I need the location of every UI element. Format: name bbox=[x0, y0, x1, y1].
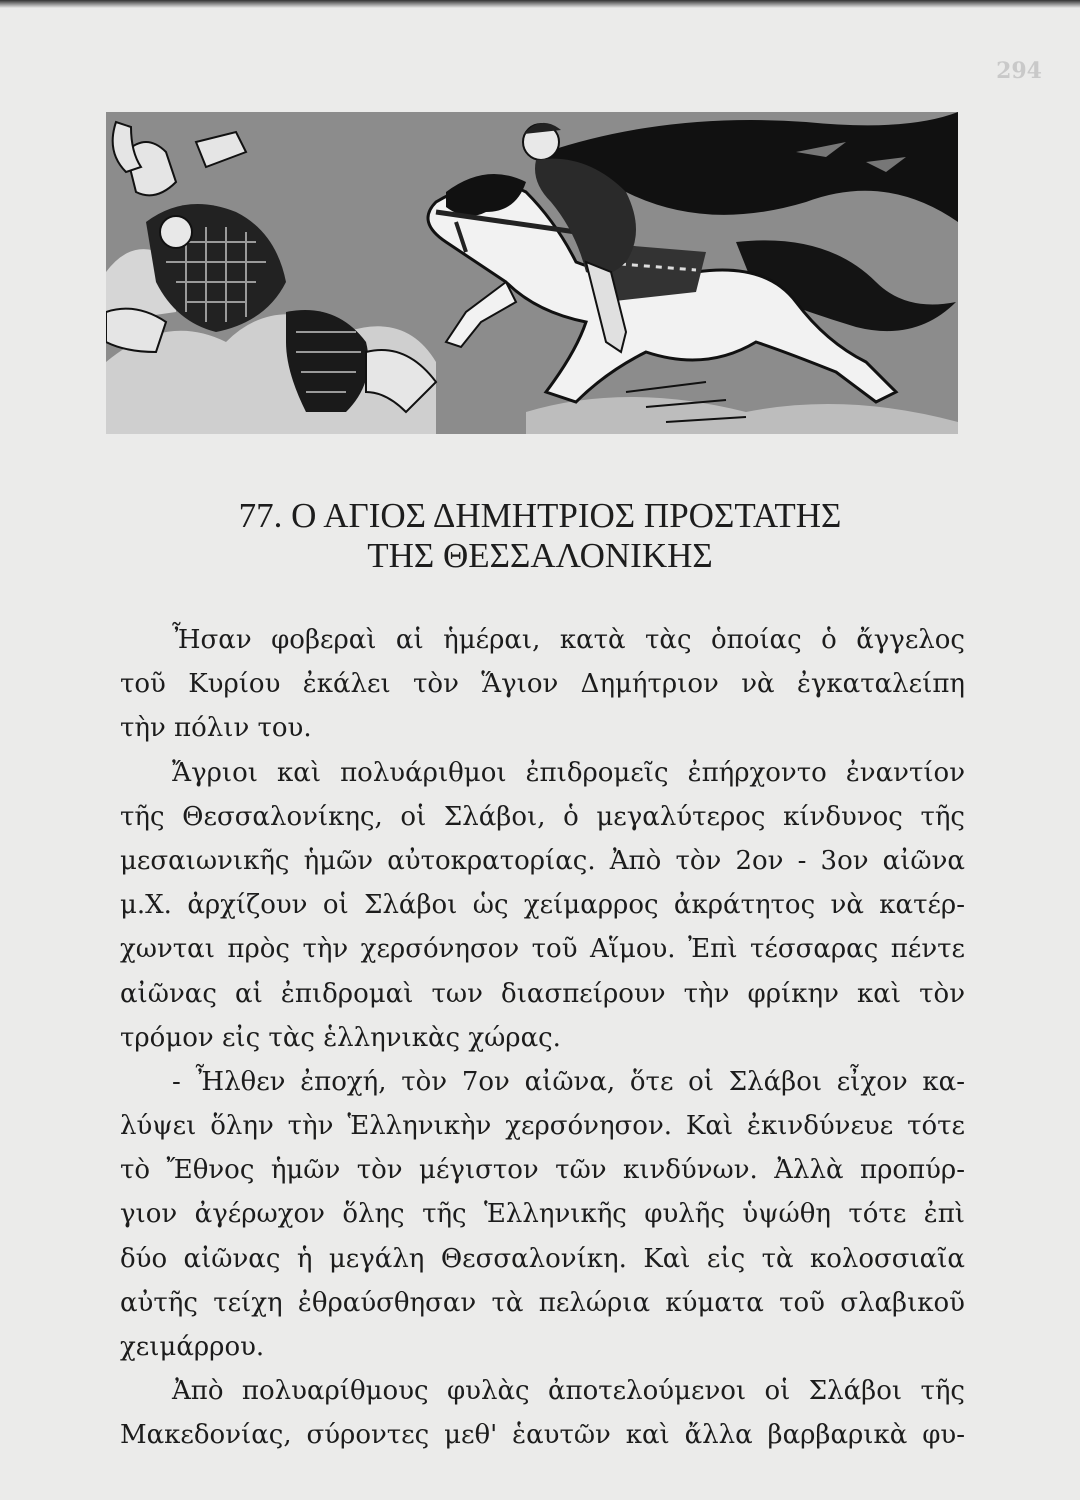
text-line: - Ἦλθεν ἐποχή, τὸν 7ον αἰῶνα, ὅτε οἱ Σλάβοι εἶχον κα- bbox=[172, 1066, 965, 1097]
horseman-icon bbox=[106, 112, 958, 434]
text-line: τὸ Ἔθνος ἡμῶν τὸν μέγιστον τῶν κινδύνων. Ἀλλὰ προπύρ- bbox=[120, 1155, 965, 1186]
text-line: μεσαιωνικῆς ἡμῶν αὐτοκρατορίας. Ἀπὸ τὸν 2ον - 3ον αἰῶνα bbox=[120, 845, 965, 876]
text-line: λύψει ὅλην τὴν Ἑλληνικὴν χερσόνησον. Καὶ ἐκινδύνευε τότε bbox=[120, 1111, 965, 1142]
text-line: τοῦ Κυρίου ἐκάλει τὸν Ἅγιον Δημήτριον νὰ ἐγκαταλείπη bbox=[120, 669, 965, 700]
text-line: χωνται πρὸς τὴν χερσόνησον τοῦ Αἵμου. Ἐπὶ τέσσαρας πέντε bbox=[120, 934, 965, 965]
text-line: Μακεδονίας, σύροντες μεθ' ἑαυτῶν καὶ ἄλλα βαρβαρικὰ φυ- bbox=[120, 1420, 965, 1451]
body-text bbox=[120, 618, 965, 1458]
text-line: δύο αἰῶνας ἡ μεγάλη Θεσσαλονίκη. Καὶ εἰς τὰ κολοσσιαῖα bbox=[120, 1243, 965, 1274]
text-line: μ.Χ. ἀρχίζουν οἱ Σλάβοι ὡς χείμαρρος ἀκράτητος νὰ κατέρ- bbox=[120, 890, 965, 921]
text-line: τρόμον εἰς τὰς ἑλληνικὰς χώρας. bbox=[120, 1022, 561, 1053]
chapter-title-line-2: ΤΗΣ ΘΕΣΣΑΛΟΝΙΚΗΣ bbox=[367, 536, 713, 575]
text-line: γιον ἀγέρωχον ὅλης τῆς Ἑλληνικῆς φυλῆς ὑψώθη τότε ἐπὶ bbox=[120, 1199, 965, 1230]
saint-demetrius-horseman-illustration bbox=[106, 112, 958, 434]
text-line: αὐτῆς τείχη ἐθραύσθησαν τὰ πελώρια κύματα τοῦ σλαβικοῦ bbox=[120, 1287, 965, 1318]
text-line: τὴν πόλιν του. bbox=[120, 713, 312, 744]
text-line: αἰῶνας αἱ ἐπιδρομαὶ των διασπείρουν τὴν φρίκην καὶ τὸν bbox=[120, 978, 965, 1009]
text-line: τῆς Θεσσαλονίκης, οἱ Σλάβοι, ὁ μεγαλύτερος κίνδυνος τῆς bbox=[120, 801, 965, 832]
text-line: χειμάρρου. bbox=[120, 1332, 265, 1362]
chapter-title-line-1: 77. Ο ΑΓΙΟΣ ΔΗΜΗΤΡΙΟΣ ΠΡΟΣΤΑΤΗΣ bbox=[238, 496, 842, 535]
text-line: Ἦσαν φοβεραὶ αἱ ἡμέραι, κατὰ τὰς ὁποίας ὁ ἄγγελος bbox=[172, 625, 965, 655]
text-line: Ἄγριοι καὶ πολυάριθμοι ἐπιδρομεῖς ἐπήρχοντο ἐναντίον bbox=[172, 757, 965, 788]
page-number: 294 bbox=[996, 58, 1042, 84]
text-line: Ἀπὸ πολυαρίθμους φυλὰς ἀποτελούμενοι οἱ Σλάβοι τῆς bbox=[172, 1376, 965, 1407]
